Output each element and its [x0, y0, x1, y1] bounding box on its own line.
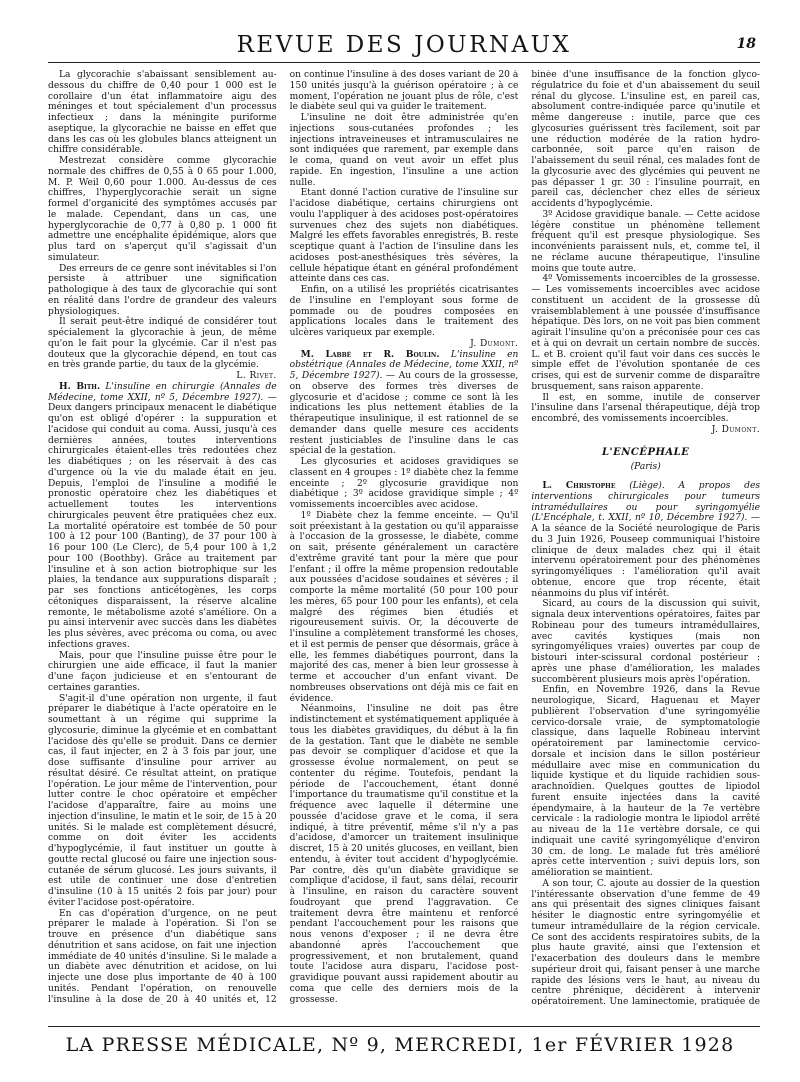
- entry-author: M. Labbé et R. Boulin.: [300, 348, 440, 360]
- paragraph: [531, 599, 760, 685]
- entry-title: L'insuline en chirurgie: [105, 381, 215, 392]
- paragraph: [290, 113, 519, 188]
- paragraph: [531, 685, 760, 879]
- paragraph-text: on continue l'insuline à des doses variant de 20 à 150 unités jusqu'à la guérison opératoire ; à ce moment, l'opération ne jouant plus de rôle, c'est le diabète seul qui va guider le traitement.: [289, 70, 519, 113]
- paragraph: [290, 188, 519, 285]
- section-title: L'ENCÉPHALE: [602, 446, 690, 458]
- paragraph-text: S'agit-il d'une opération non urgente, il faut préparer le diabétique à l'acte opératoire en le soumettant à un régime qui supprime la glycosurie, diminue la glycémie et en combattant l'acidose dès qu'elle se produit. Dans ce dernier cas, il faut injecter, en 2 à 3 fois par jour, une dose suffisante d'insuline pour arriver au résultat désiré. Ce résultat atteint, on pratique l'opération. Le jour même de l'intervention, pour lutter contre le choc opératoire et empêcher l'acidose d'apparaître, faire au moins une injection d'insuline, le matin et le soir, de 15 à 20 unités. Si le malade est complètement désucré, comme on doit éviter les accidents d'hypoglycémie, il faut instituer un goutte à goutte rectal glucosé ou faire une injection sous-cutanée de sérum glucosé. Les jours suivants, il est utile de continuer une dose d'entretien d'insuline (10 à 15 unités 2 fois par jour) pour éviter l'acidose post-opératoire.: [48, 693, 277, 908]
- signature: L. Rivet.: [236, 371, 277, 381]
- column-left: [48, 70, 277, 1005]
- entry-reference: (Annales de Médecine, tome XXII, nº 5, Décembre 1927).: [48, 381, 277, 403]
- paragraph-text: — Deux dangers principaux menacent le diabétique qu'on est obligé d'opérer : la suppuration et l'acidose qui conduit au coma. Aussi, jusqu'à ces dernières années, toutes interventions chirurgicales étaient-elles très redoutées chez les diabétiques ; on les réservait à des cas d'urgence où la vie du malade était en jeu. Depuis, l'emploi de l'insuline a modifié le pronostic opératoire chez les diabétiques et actuellement toutes les interventions chirurgicales peuvent être pratiquées chez eux. La mortalité opératoire est tombée de 50 pour 100 à 12 pour 100 (Banting), de 37 pour 100 à 16 pour 100 (Le Clerc), de 5,4 pour 100 à 1,2 pour 100 (Boothby). Grâce au traitement par l'insuline et à son action biotrophique sur les plaies, la tendance aux suppurations disparaît ; par ses fonctions anticétogènes, les corps cétoniques disparaissent, la réserve alcaline remonte, le métabolisme azoté s'améliore. On a pu ainsi intervenir avec succès dans les diabètes les plus sévères, avec précoma ou coma, ou avec infections graves.: [48, 392, 277, 650]
- entry-title: (Liège). A propos des interventions chirurgicales pour tumeurs intramédullaires ou pour syringomyélie: [531, 481, 760, 513]
- column-right: [531, 70, 760, 1005]
- header-rule: [48, 62, 760, 63]
- entry-author: H. Bith.: [59, 380, 101, 392]
- signature: J. Dumont.: [470, 338, 519, 349]
- article-entry: [48, 382, 277, 651]
- paragraph-text: L'insuline ne doit être administrée qu'en injections sous-cutanées profondes ; les injections intraveineuses et intramusculaires ne sont indiquées que rarement, par exemple dans le coma, quand on veut avoir un effet plus rapide. En ingestion, l'insuline a une action nulle.: [289, 113, 519, 188]
- paragraph: [290, 285, 519, 339]
- entry-reference: (Annales de Médecine, tome XXII, nº 5, Décembre 1927).: [289, 360, 519, 381]
- paragraph-text: Des erreurs de ce genre sont inévitables si l'on persiste à attribuer une signification pathologique à des taux de glycorachie qui sont en réalité dans l'ordre de grandeur des valeurs physiologiques.: [48, 263, 277, 317]
- paragraph: [48, 70, 277, 156]
- article-entry: [290, 350, 519, 458]
- paragraph: [290, 511, 519, 705]
- entry-author: L. Christophe: [542, 480, 616, 491]
- paragraph: [531, 70, 760, 210]
- paragraph: [48, 909, 277, 1006]
- paragraph: [531, 393, 760, 425]
- paragraph-text: Les glycosuries et acidoses gravidiques se classent en 4 groupes : 1º diabète chez la femme enceinte ; 2º glycosurie gravidique non diabétique ; 3º acidose gravidique simple ; 4º vomissements incoercibles avec acidose.: [289, 457, 519, 510]
- paragraph: [531, 879, 760, 1005]
- paragraph-text: Néanmoins, l'insuline ne doit pas être indistinctement et systématiquement appliquée à tous les diabètes gravidiques, du début à la fin de la gestation. Tant que le diabète ne semble pas devoir se compliquer d'acidose et que la grossesse évolue normalement, on peut se contenter du régime. Toutefois, pendant la période de l'accouchement, étant donné l'importance du traumatisme qu'il constitue et la fréquence avec laquelle il détermine une poussée d'acidose grave et le coma, il sera indiqué, à titre préventif, même s'il n'y a pas d'acidose, d'amorcer un traitement insulinique discret, 15 à 20 unités glucoses, en veillant, bien entendu, à éviter tout accident d'hypoglycémie. Par contre, dès qu'un diabète gravidique se complique d'acidose, il faut, sans délai, recourir à l'insuline, en raison du caractère souvent foudroyant que prend l'aggravation. Ce traitement devra être maintenu et renforcé pendant l'accouchement pour les raisons que nous venons d'exposer ; il ne devra être abandonné après l'accouchement que progressivement, et non brutalement, quand toute l'acidose aura disparu, l'acidose post-gravidique pouvant aussi rapidement aboutir au coma que celle des derniers mois de la grossesse.: [289, 704, 519, 1005]
- column-middle: [290, 70, 519, 1005]
- paragraph: [48, 264, 277, 318]
- paragraph-text: A son tour, C. ajoute au dossier de la question l'intéressante observation d'une femme de 49 ans qui présentait des signes cliniques faisant hésiter le diagnostic entre syringomyélie et tumeur intramédullaire de la région cervicale. Ce sont des accidents respiratoires subits, de la plus haute gravité, ainsi que l'extension et l'exacerbation des douleurs dans le membre supérieur droit qui, faisant penser à une marche rapide des lésions vers le haut, au niveau du centre phrénique, décidèrent à intervenir opératoirement. Une laminectomie, pratiquée de: [531, 878, 760, 1005]
- entry-reference: (L'Encéphale, t. XXII, nº 10, Décembre 1927).: [531, 513, 748, 524]
- paragraph-text: Etant donné l'action curative de l'insuline sur l'acidose diabétique, certains chirurgiens ont voulu l'appliquer à des acidoses post-opératoires survenues chez des sujets non diabétiques. Malgré les effets favorables enregistrés, B. reste sceptique quant à l'action de l'insuline dans les acidoses post-anesthésiques très sévères, la cellule hépatique étant en général profondément atteinte dans ces cas.: [289, 188, 519, 285]
- paragraph: [48, 317, 277, 371]
- paragraph-text: Il est, en somme, inutile de conserver l'insuline dans l'arsenal thérapeutique, déjà trop encombré, des vomissements incoercibles.: [531, 392, 760, 424]
- signature: J. Dumont.: [711, 424, 760, 435]
- paragraph: [48, 651, 277, 694]
- footer-rule: [48, 1026, 760, 1027]
- paragraph-text: Enfin, on a utilisé les propriétés cicatrisantes de l'insuline en l'employant sous forme de pommade ou de poudres composées en applications locales dans le traitement des ulcères variqueux par exemple.: [289, 285, 519, 338]
- entry-title: L'insuline en obstétrique: [289, 349, 519, 371]
- paragraph: [531, 274, 760, 392]
- paragraph-text: 3º Acidose gravidique banale. — Cette acidose légère constitue un phénomène tellement fréquent qu'il est presque physiologique. Ses inconvénients paraissent nuls, et, comme tel, il ne réclame aucune thérapeutique, l'insuline moins que toute autre.: [531, 209, 760, 274]
- paragraph-text: En cas d'opération d'urgence, on ne peut préparer le malade à l'opération. Si l'on se trouve en présence d'un diabétique sans dénutrition et sans acidose, on fait une injection immédiate de 40 unités d'insuline. Si le malade a un diabète avec dénutrition et acidose, on lui injecte une dose plus importante de 40 à 100 unités. Pendant l'opération, on renouvelle l'insuline à la dose de 20 à 40 unités et, 12: [48, 908, 277, 1005]
- page-footer: LA PRESSE MÉDICALE, Nº 9, MERCREDI, 1er FÉVRIER 1928: [65, 1034, 735, 1056]
- paragraph-text: binée d'une insuffisance de la fonction glyco-régulatrice du foie et d'un abaissement du seuil rénal du glycose. L'insuline est, en pareil cas, absolument contre-indiquée parce qu'inutile et même dangereuse : inutile, parce que ces glycosuries guérissent très facilement, soit par une réduction modérée de la ration hydro-carbonnée, soit parce qu'en raison de l'abaissement du seuil rénal, ces malades font de la glycosurie avec des glycémies qui peuvent ne pas dépasser 1 gr. 30 : l'insuline pourrait, en pareil cas, déclencher chez elles de sérieux accidents d'hypoglycémie.: [531, 70, 760, 209]
- paragraph-text: La glycorachie s'abaissant sensiblement au-dessous du chiffre de 0,40 pour 1 000 est le corollaire d'un état inflammatoire aigu des méninges et tout spécialement d'un processus infectieux ; dans la méningite puriforme aseptique, la glycorachie ne baisse en effet que dans les cas où les globules blancs atteignent un chiffre considérable.: [48, 70, 277, 156]
- paragraph-text: Mestrezat considère comme glycorachie normale des chiffres de 0,55 à 0 65 pour 1.000, M. P. Weil 0,60 pour 1.000. Au-dessus de ces chiffres, l'hyperglycorachie serait un signe formel d'organicité des symptômes accusés par le malade. Cependant, dans un cas, une hyperglycorachie de 0,77 à 0,80 p. 1 000 fit admettre une encéphalite épidémique, alors que plus tard on s'aperçut qu'il s'agissait d'un simulateur.: [48, 156, 277, 263]
- paragraph-text: — Au cours de la grossesse, on observe des formes très diverses de glycosurie et d'acidose ; comme ce sont là les indications les plus nettement établies de la thérapeutique insulinique, il est rationnel de se demander dans quelle mesure ces accidents restent justiciables de l'insuline dans le cas spécial de la gestation.: [289, 371, 519, 457]
- page-header: [48, 26, 760, 70]
- journal-title: REVUE DES JOURNAUX: [236, 32, 572, 58]
- paragraph-text: 4º Vomissements incoercibles de la grossesse. — Les vomissements incoercibles avec acidose constituent un accident de la grossesse dû vraisemblablement à une poussée d'insuffisance hépatique. Dès lors, on ne voit pas bien comment agirait l'insuline qu'on a préconisée pour ces cas et à qui on devrait un certain nombre de succès. L. et B. croient qu'il faut voir dans ces succès le simple effet de l'évolution spontanée de ces crises, qui est de survenir comme de disparaître brusquement, sans raison apparente.: [531, 274, 760, 392]
- paragraph-text: Enfin, en Novembre 1926, dans la Revue neurologique, Sicard, Haguenau et Mayer publièrent l'observation d'une syringomyélie cervico-dorsale vraie, de symptomatologie classique, dans laquelle Robineau intervint opératoirement par laminectomie cervico-dorsale et incision dans le sillon postérieur médullaire avec mise en communication du liquide kystique et du liquide rachidien sous-arachnoïdien. Quelques gouttes de lipiodol furent ensuite injectées dans la cavité épendymaire, à la hauteur de la 7e vertèbre cervicale : la radiologie montra le lipiodol arrêté au niveau de la 11e vertèbre dorsale, ce qui indiquait une cavité syringomyélique d'environ 30 cm. de long. Le malade fut très amélioré après cette intervention ; suivi depuis lors, son amélioration se maintient.: [531, 685, 760, 878]
- paragraph-text: — A la séance de la Société neurologique de Paris du 3 Juin 1926, Pouseep communiquai l'histoire clinique de deux malades chez qui il était intervenu opératoirement pour des phénomènes syringomyéliques : l'amélioration qu'il avait obtenue, encore que trop récente, était néanmoins du plus vif intérêt.: [531, 513, 760, 599]
- article-columns: [48, 70, 760, 1005]
- paragraph-text: 1º Diabète chez la femme enceinte. — Qu'il soit préexistant à la gestation ou qu'il apparaisse à l'occasion de la grossesse, le diabète, comme on sait, présente généralement un caractère d'extrême gravité tant pour la mère que pour l'enfant ; il offre la même propension redoutable aux poussées d'acidose soudaines et sévères ; il comporte la même mortalité (50 pour 100 pour les mères, 65 pour 100 pour les enfants), et cela malgré des régimes bien étudiés et rigoureusement suivis. Or, la découverte de l'insuline a complètement transformé les choses, et il est permis de penser que désormais, grâce à elle, les femmes diabétiques pourront, dans la majorité des cas, mener à bien leur grossesse à terme et accoucher d'un enfant vivant. De nombreuses observations ont déjà mis ce fait en évidence.: [289, 510, 519, 704]
- paragraph: [290, 70, 519, 113]
- article-entry: [531, 481, 760, 599]
- paragraph-text: Mais, pour que l'insuline puisse être pour le chirurgien une aide efficace, il faut la manier d'une façon judicieuse et en s'entourant de certaines garanties.: [48, 650, 277, 693]
- section-subtitle: (Paris): [630, 462, 661, 473]
- paragraph-text: Il serait peut-être indiqué de considérer tout spécialement la glycorachie à jeun, de même qu'on le fait pour la glycémie. Car il n'est pas douteux que la glycorachie dépend, en tout cas en très grande partie, du taux de la glycémie.: [48, 317, 277, 371]
- paragraph: [290, 457, 519, 511]
- paragraph: [531, 210, 760, 275]
- paragraph: [290, 704, 519, 1005]
- paragraph: [48, 694, 277, 909]
- paragraph-text: Sicard, au cours de la discussion qui suivit, signala deux interventions opératoires, faites par Robineau pour des tumeurs intramédullaires, avec cavités kystiques (mais non syringomyéliques vraies) ouvertes par coup de bistouri inter-scissural cordonal postérieur : après une phase d'amélioration, les malades succombèrent plusieurs mois après l'opération.: [531, 599, 760, 685]
- paragraph: [48, 156, 277, 264]
- page-number: 18: [736, 36, 756, 52]
